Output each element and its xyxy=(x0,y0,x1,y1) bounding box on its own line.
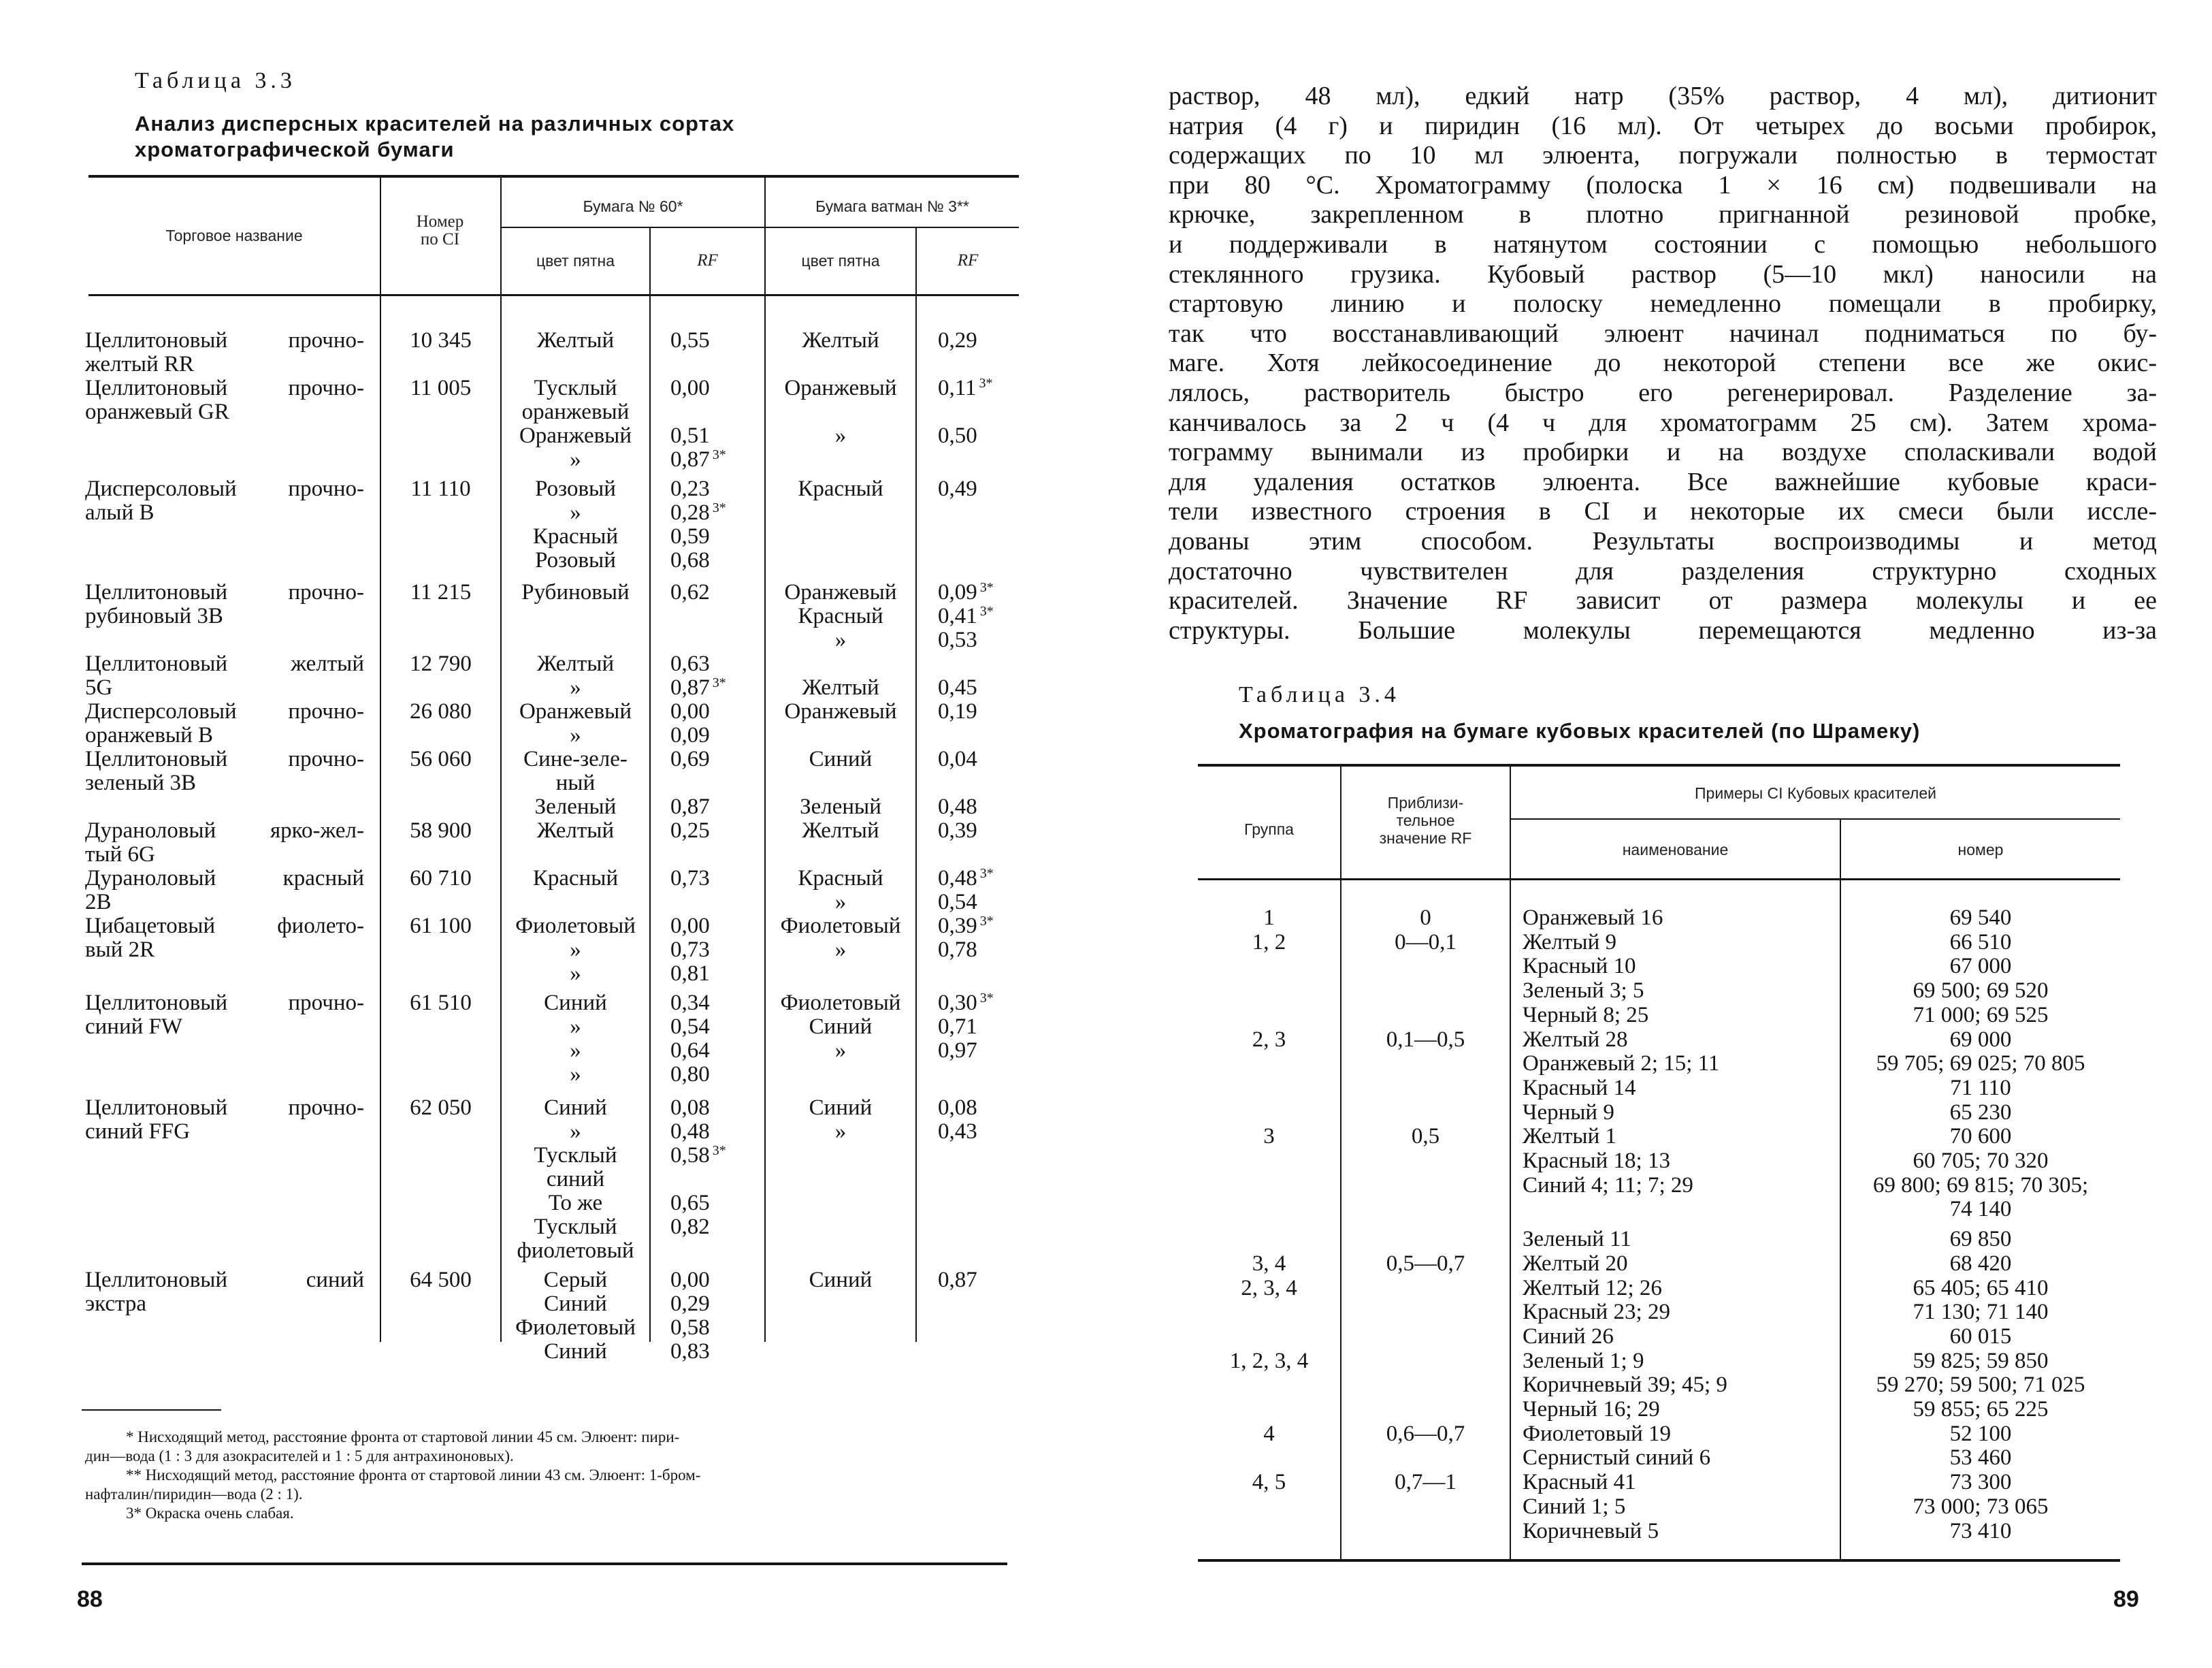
footnote-marker: 3* xyxy=(712,500,726,515)
dye-name: Зеленый 3; 5 xyxy=(1523,978,1644,1004)
trade-name-line-2: зеленый 3B xyxy=(85,771,197,795)
rf-whatman: 0,43 xyxy=(938,1119,977,1144)
table-top-rule xyxy=(88,175,1019,178)
group: 4 xyxy=(1263,1421,1275,1446)
trade-name-line-2: желтый RR xyxy=(85,352,195,376)
spot-color-whatman: Оранжевый xyxy=(784,376,897,400)
spot-color-paper-60: Желтый xyxy=(536,652,615,676)
header-rf-2: RF xyxy=(957,251,979,270)
rf-paper-60: 0,54 xyxy=(670,1014,710,1039)
spot-color-paper-60: Оранжевый xyxy=(519,699,632,724)
spot-color-whatman: Желтый xyxy=(802,328,879,353)
spot-color-whatman: Оранжевый xyxy=(784,580,897,605)
rf-whatman-value: 0,30 xyxy=(938,991,977,1015)
footnote-marker: 3* xyxy=(979,914,994,929)
header-dye-name: наименование xyxy=(1622,841,1729,859)
spot-color-paper-60: оранжевый xyxy=(521,400,630,424)
spot-color-paper-60: » xyxy=(570,1062,581,1087)
spot-color-whatman: Желтый xyxy=(802,818,879,843)
spot-color-paper-60: Оранжевый xyxy=(519,423,632,448)
rf-paper-60: 0,00 xyxy=(670,1268,710,1292)
footnote-marker: 3* xyxy=(979,604,994,619)
trade-name-line-1: Целлитоновый синий xyxy=(85,1268,364,1292)
spot-color-whatman: » xyxy=(834,937,847,962)
rf-whatman: 0,71 xyxy=(938,1014,977,1039)
ci-number: 12 790 xyxy=(410,652,472,676)
dye-number: 60 015 xyxy=(1949,1324,2012,1349)
group: 2, 3, 4 xyxy=(1241,1275,1297,1300)
spot-color-paper-60: Тусклый xyxy=(534,1143,617,1168)
approx-rf: 0,7—1 xyxy=(1395,1470,1457,1495)
dye-name: Красный 23; 29 xyxy=(1523,1300,1670,1325)
approx-rf: 0—0,1 xyxy=(1395,929,1457,955)
trade-name-line-2: синий FW xyxy=(85,1014,183,1039)
group: 3, 4 xyxy=(1252,1251,1286,1276)
rf-paper-60: 0,51 xyxy=(670,423,710,448)
rf-whatman: 0,39 xyxy=(938,818,977,843)
spot-color-paper-60: » xyxy=(570,447,581,472)
spot-color-whatman: » xyxy=(834,628,847,652)
spot-color-paper-60: Желтый xyxy=(536,818,615,843)
group: 1, 2 xyxy=(1252,929,1286,955)
spot-color-paper-60: » xyxy=(570,500,581,525)
spot-color-paper-60: Красный xyxy=(532,524,619,549)
dye-number: 73 300 xyxy=(1949,1470,2012,1495)
rf-whatman: 0,45 xyxy=(938,675,977,700)
dye-number: 70 600 xyxy=(1949,1124,2012,1149)
spot-color-whatman: Фиолетовый xyxy=(780,991,901,1015)
dye-number: 52 100 xyxy=(1949,1421,2012,1446)
trade-name-line-2: оранжевый GR xyxy=(85,400,229,424)
rf-whatman: 0,87 xyxy=(938,1268,977,1292)
rf-whatman xyxy=(938,376,993,403)
spot-color-paper-60: Серый xyxy=(543,1268,608,1292)
rf-paper-60: 0,00 xyxy=(670,914,710,938)
rf-paper-60: 0,73 xyxy=(670,937,710,962)
header-group: Группа xyxy=(1244,820,1294,838)
footnote-marker: 3* xyxy=(712,447,726,462)
trade-name-line-2: синий FFG xyxy=(85,1119,191,1144)
table-3-3-caption: Таблица 3.3 xyxy=(135,68,296,93)
ci-number: 11 110 xyxy=(410,477,471,501)
rf-paper-60: 0,58 xyxy=(670,1315,710,1340)
dye-number: 60 705; 70 320 xyxy=(1913,1149,2049,1173)
dye-number: 69 000 xyxy=(1949,1027,2012,1052)
dye-name: Черный 16; 29 xyxy=(1523,1397,1660,1422)
dye-name: Сернистый синий 6 xyxy=(1523,1445,1711,1471)
rf-whatman-value: 0,11 xyxy=(938,376,977,400)
spot-color-paper-60: Синий xyxy=(544,991,607,1015)
dye-number: 69 850 xyxy=(1949,1227,2012,1252)
approx-rf: 0 xyxy=(1420,905,1431,930)
header-spot-color-2: цвет пятна xyxy=(801,252,880,270)
spot-color-whatman: Зеленый xyxy=(800,795,881,819)
spot-color-paper-60: Сине-зеле- xyxy=(523,747,628,771)
ci-number: 61 510 xyxy=(410,991,472,1015)
group: 1, 2, 3, 4 xyxy=(1229,1348,1309,1373)
rf-whatman-value: 0,48 xyxy=(938,866,977,891)
rf-paper-60: 0,09 xyxy=(670,723,710,748)
rf-whatman: 0,50 xyxy=(938,423,977,448)
spot-color-paper-60: Желтый xyxy=(536,328,615,353)
header-trade-name: Торговое название xyxy=(165,227,303,244)
rf-paper-60: 0,64 xyxy=(670,1038,710,1063)
rf-paper-60: 0,63 xyxy=(670,652,710,676)
rf-paper-60: 0,83 xyxy=(670,1339,710,1364)
spot-color-whatman: Желтый xyxy=(802,675,879,700)
trade-name-line-1: Дураноловый ярко-жел- xyxy=(85,818,364,843)
paragraph-line: содержащих по 10 мл элюента, погружали полностью в термостат xyxy=(1169,141,2157,170)
spot-color-paper-60: синий xyxy=(546,1167,605,1191)
paragraph-line: дованы этим способом. Результаты воспроизводимы и метод xyxy=(1169,526,2157,556)
spot-color-paper-60: » xyxy=(570,1119,581,1144)
trade-name-line-1: Целлитоновый прочно- xyxy=(85,328,364,353)
rf-whatman: 0,97 xyxy=(938,1038,977,1063)
spot-color-whatman: » xyxy=(834,890,847,914)
spot-color-paper-60: » xyxy=(570,675,581,700)
rf-paper-60: 0,73 xyxy=(670,866,710,891)
dye-name: Желтый 9 xyxy=(1523,929,1617,955)
rf-paper-60: 0,34 xyxy=(670,991,710,1015)
footnote-marker: 3* xyxy=(979,866,994,881)
spot-color-paper-60: » xyxy=(570,961,581,986)
dye-name: Черный 8; 25 xyxy=(1523,1002,1649,1027)
table-3-4-caption: Таблица 3.4 xyxy=(1239,682,1400,707)
rf-paper-60: 0,82 xyxy=(670,1215,710,1239)
spot-color-whatman: » xyxy=(834,1038,847,1063)
rf-paper-60-value: 0,87 xyxy=(670,447,710,472)
dye-name: Синий 1; 5 xyxy=(1523,1494,1626,1519)
spot-color-whatman: Красный xyxy=(798,477,883,501)
footnote-marker: 3* xyxy=(979,580,994,595)
spot-color-whatman: Оранжевый xyxy=(784,699,897,724)
rf-paper-60: 0,29 xyxy=(670,1292,710,1316)
group: 3 xyxy=(1263,1124,1275,1149)
dye-name: Красный 41 xyxy=(1523,1470,1636,1495)
dye-number: 71 000; 69 525 xyxy=(1913,1002,2049,1027)
dye-name: Фиолетовый 19 xyxy=(1523,1421,1672,1446)
footnotes: * Нисходящий метод, расстояние фронта от стартовой линии 45 см. Элюент: пири- дин—вода (1 : 3 для азокрасителей и 1 : 5 для антрахиноновых). ** Нисходящий метод, расстояние фронта от стартовой линии 43 см. Элюент: 1-бром- нафталин/пиридин—вода (2 : 1). 3* Окраска очень слабая. xyxy=(85,1428,701,1522)
rf-paper-60: 0,55 xyxy=(670,328,710,353)
dye-number: 69 500; 69 520 xyxy=(1913,978,2049,1004)
rf-paper-60: 0,87 xyxy=(670,795,710,819)
dye-number: 69 540 xyxy=(1949,905,2012,930)
spot-color-paper-60: Фиолетовый xyxy=(515,914,636,938)
trade-name-line-2: рубиновый 3B xyxy=(85,604,223,628)
rf-whatman: 0,54 xyxy=(938,890,977,914)
dye-number: 68 420 xyxy=(1949,1251,2012,1276)
dye-name: Синий 4; 11; 7; 29 xyxy=(1523,1172,1693,1198)
header-sub-rule xyxy=(500,227,1019,228)
dye-name: Синий 26 xyxy=(1523,1324,1614,1349)
rf-whatman-value: 0,41 xyxy=(938,604,977,628)
table-header-rule xyxy=(88,294,1019,296)
spot-color-paper-60: » xyxy=(570,937,581,962)
dye-number: 59 270; 59 500; 71 025 xyxy=(1876,1373,2085,1398)
header-rf-1: RF xyxy=(697,251,718,270)
right-page xyxy=(1106,0,2212,1668)
dye-number: 59 825; 59 850 xyxy=(1913,1348,2049,1373)
rf-paper-60: 0,25 xyxy=(670,818,710,843)
approx-rf: 0,6—0,7 xyxy=(1386,1421,1465,1446)
rf-whatman: 0,19 xyxy=(938,699,977,724)
trade-name-line-2: вый 2R xyxy=(85,937,155,962)
page-bottom-rule xyxy=(82,1562,1007,1565)
approx-rf: 0,5 xyxy=(1411,1124,1440,1149)
dye-name: Желтый 20 xyxy=(1523,1251,1628,1276)
spot-color-paper-60: » xyxy=(570,1014,581,1039)
ci-number: 60 710 xyxy=(410,866,472,891)
trade-name-line-2: 2B xyxy=(85,890,112,914)
spot-color-whatman: Красный xyxy=(798,604,883,628)
header-ci-number: Номер по CI xyxy=(416,212,464,248)
footnote-marker: 3* xyxy=(712,1143,726,1158)
spot-color-whatman: Красный xyxy=(798,866,883,891)
spot-color-paper-60: » xyxy=(570,723,581,748)
approx-rf: 0,5—0,7 xyxy=(1386,1251,1465,1276)
rf-whatman: 0,78 xyxy=(938,937,977,962)
page-number-88: 88 xyxy=(77,1586,103,1612)
paragraph-line: маге. Хотя лейкосоединение до некоторой степени все же окис- xyxy=(1169,349,2157,378)
table-bottom-rule xyxy=(1198,1559,2120,1562)
spot-color-whatman: Фиолетовый xyxy=(780,914,901,938)
ci-number: 64 500 xyxy=(410,1268,472,1292)
header-approx-rf: Приблизи- тельное значение RF xyxy=(1379,794,1472,847)
paragraph-line: так что восстанавливающий элюент начинал подниматься по бу- xyxy=(1169,319,2157,348)
trade-name-line-2: 5G xyxy=(85,675,113,700)
trade-name-line-1: Цибацетовый фиолето- xyxy=(85,914,364,938)
dye-number: 65 230 xyxy=(1949,1100,2012,1125)
paragraph-line: тели известного строения в CI и некоторые их смеси были иссле- xyxy=(1169,497,2157,526)
ci-number: 10 345 xyxy=(410,328,472,353)
paragraph-line: и поддерживали в натянутом состоянии с помощью небольшого xyxy=(1169,229,2157,259)
dye-name: Оранжевый 2; 15; 11 xyxy=(1523,1051,1720,1076)
dye-number: 71 130; 71 140 xyxy=(1913,1300,2049,1325)
body-paragraph xyxy=(1169,82,2157,645)
rf-whatman: 0,29 xyxy=(938,328,977,353)
header-dye-number: номер xyxy=(1957,841,2004,859)
spot-color-paper-60: Розовый xyxy=(535,548,616,573)
paragraph-line: стеклянного грузика. Кубовый раствор (5—10 мкл) наносили на xyxy=(1169,259,2157,289)
dye-number: 73 000; 73 065 xyxy=(1913,1494,2049,1519)
paragraph-line: канчивалось за 2 ч (4 ч для хроматограмм 25 см). Затем хрома- xyxy=(1169,408,2157,437)
rf-whatman-value: 0,09 xyxy=(938,580,977,605)
spot-color-paper-60: Зеленый xyxy=(534,795,617,819)
ci-number: 58 900 xyxy=(410,818,472,843)
rf-paper-60: 0,00 xyxy=(670,376,710,400)
rf-paper-60 xyxy=(670,448,726,475)
rf-paper-60: 0,80 xyxy=(670,1062,710,1087)
ci-number: 61 100 xyxy=(410,914,472,938)
rf-paper-60: 0,08 xyxy=(670,1095,710,1120)
rf-paper-60-value: 0,58 xyxy=(670,1143,710,1168)
paragraph-line: крючке, закрепленном в плотно пригнанной резиновой пробке, xyxy=(1169,200,2157,229)
footnote-marker: 3* xyxy=(712,675,726,690)
spot-color-paper-60: Синий xyxy=(544,1339,607,1364)
ci-number: 11 005 xyxy=(410,376,472,400)
dye-name: Желтый 1 xyxy=(1523,1124,1617,1149)
spot-color-paper-60: Синий xyxy=(544,1292,607,1316)
trade-name-line-1: Дураноловый красный xyxy=(85,866,364,891)
paragraph-line: достаточно чувствителен для разделения структурно сходных xyxy=(1169,556,2157,586)
dye-number: 53 460 xyxy=(1949,1445,2012,1471)
paragraph-line: при 80 °С. Хроматограмму (полоска 1 × 16 см) подвешивали на xyxy=(1169,170,2157,199)
spot-color-whatman: Синий xyxy=(809,1268,873,1292)
dye-number: 65 405; 65 410 xyxy=(1913,1275,2049,1300)
trade-name-line-1: Целлитоновый прочно- xyxy=(85,747,364,771)
table-3-3-title: Анализ дисперсных красителей на различных сортах хроматографической бумаги xyxy=(135,112,735,161)
rf-paper-60: 0,59 xyxy=(670,524,710,549)
spot-color-whatman: Синий xyxy=(809,747,873,771)
dye-name: Оранжевый 16 xyxy=(1523,905,1663,930)
trade-name-line-1: Целлитоновый прочно- xyxy=(85,580,364,605)
ci-number: 11 215 xyxy=(410,580,472,605)
trade-name-line-2: экстра xyxy=(85,1292,146,1316)
dye-name: Зеленый 1; 9 xyxy=(1523,1348,1644,1373)
paragraph-line: тограмму вынимали из пробирки и на воздухе споласкивали водой xyxy=(1169,438,2157,467)
page-number-89: 89 xyxy=(2113,1586,2139,1612)
ci-number: 56 060 xyxy=(410,747,472,771)
rf-paper-60: 0,68 xyxy=(670,548,710,573)
trade-name-line-1: Целлитоновый прочно- xyxy=(85,1095,364,1120)
col-divider-2 xyxy=(1510,767,1511,1559)
approx-rf: 0,1—0,5 xyxy=(1386,1027,1465,1052)
rf-whatman: 0,08 xyxy=(938,1095,977,1120)
spot-color-paper-60: То же xyxy=(548,1191,603,1215)
rf-whatman-value: 0,39 xyxy=(938,914,977,938)
spot-color-whatman: » xyxy=(834,1119,847,1144)
spot-color-whatman: Синий xyxy=(809,1014,873,1039)
spot-color-paper-60: Синий xyxy=(544,1095,607,1120)
dye-name: Желтый 12; 26 xyxy=(1523,1275,1662,1300)
paragraph-line: структуры. Большие молекулы перемещаются медленно из-за xyxy=(1169,615,2157,645)
dye-number: 73 410 xyxy=(1949,1518,2012,1543)
rf-whatman: 0,48 xyxy=(938,795,977,819)
spot-color-whatman: Синий xyxy=(809,1095,873,1120)
rf-paper-60: 0,65 xyxy=(670,1191,710,1215)
rf-paper-60 xyxy=(670,1144,726,1170)
dye-name: Желтый 28 xyxy=(1523,1027,1628,1052)
trade-name-line-1: Дисперсоловый прочно- xyxy=(85,477,364,501)
trade-name-line-2: оранжевый B xyxy=(85,723,213,748)
group: 1 xyxy=(1263,905,1275,930)
rf-paper-60: 0,48 xyxy=(670,1119,710,1144)
dye-name: Коричневый 5 xyxy=(1523,1518,1659,1543)
dye-number: 59 855; 65 225 xyxy=(1913,1397,2049,1422)
header-spot-color-1: цвет пятна xyxy=(536,252,615,270)
trade-name-line-1: Целлитоновый прочно- xyxy=(85,991,364,1015)
dye-name: Зеленый 11 xyxy=(1523,1227,1631,1252)
rf-paper-60: 0,23 xyxy=(670,477,710,501)
dye-number: 71 110 xyxy=(1950,1075,2011,1100)
rf-paper-60: 0,69 xyxy=(670,747,710,771)
group: 2, 3 xyxy=(1252,1027,1286,1052)
header-paper-whatman: Бумага ватман № 3** xyxy=(815,197,969,215)
rf-paper-60: 0,81 xyxy=(670,961,710,986)
dye-number: 66 510 xyxy=(1949,929,2012,955)
footnote-marker: 3* xyxy=(979,991,994,1006)
spot-color-paper-60: Тусклый xyxy=(534,376,617,400)
header-examples: Примеры CI Кубовых красителей xyxy=(1695,784,1936,802)
rf-paper-60: 0,00 xyxy=(670,699,710,724)
dye-name: Красный 10 xyxy=(1523,954,1636,979)
spot-color-paper-60: ный xyxy=(555,771,596,795)
dye-number: 74 140 xyxy=(1949,1197,2012,1222)
rf-paper-60-value: 0,87 xyxy=(670,675,710,700)
trade-name-line-2: алый B xyxy=(85,500,154,525)
rf-whatman: 0,04 xyxy=(938,747,977,771)
header-paper-60: Бумага № 60* xyxy=(583,197,683,215)
footnote-marker: 3* xyxy=(979,376,993,391)
paragraph-line: стартовую линию и полоску немедленно помещали в пробирку, xyxy=(1169,289,2157,319)
spot-color-paper-60: » xyxy=(570,1038,581,1063)
paragraph-line: раствор, 48 мл), едкий натр (35% раствор, 4 мл), дитионит xyxy=(1169,82,2157,110)
dye-number: 59 705; 69 025; 70 805 xyxy=(1876,1051,2085,1076)
spot-color-paper-60: фиолетовый xyxy=(517,1238,634,1263)
spot-color-paper-60: Фиолетовый xyxy=(515,1315,636,1340)
trade-name-line-1: Целлитоновый желтый xyxy=(85,652,364,676)
rf-whatman: 0,49 xyxy=(938,477,977,501)
rf-whatman: 0,53 xyxy=(938,628,977,652)
trade-name-line-1: Целлитоновый прочно- xyxy=(85,376,364,400)
table-header-rule xyxy=(1198,878,2120,880)
paragraph-line: натрия (4 г) и пиридин (16 мл). От четырех до восьми пробирок, xyxy=(1169,111,2157,140)
spot-color-paper-60: Красный xyxy=(532,866,619,891)
rf-paper-60-value: 0,28 xyxy=(670,500,710,525)
rf-paper-60: 0,62 xyxy=(670,580,710,605)
spot-color-paper-60: Тусклый xyxy=(534,1215,617,1239)
spot-color-paper-60: Рубиновый xyxy=(521,580,630,605)
col-divider-3 xyxy=(649,228,651,1342)
paragraph-line: лялось, растворитель быстро его регенерировал. Разделение за- xyxy=(1169,378,2157,407)
spot-color-whatman: » xyxy=(834,423,847,448)
table-3-4-title: Хроматография на бумаге кубовых красителей (по Шрамеку) xyxy=(1239,719,1921,743)
table-top-rule xyxy=(1198,764,2120,767)
trade-name-line-2: тый 6G xyxy=(85,842,155,867)
ci-number: 26 080 xyxy=(410,699,472,724)
dye-number: 69 800; 69 815; 70 305; xyxy=(1872,1172,2089,1198)
dye-name: Красный 18; 13 xyxy=(1523,1149,1670,1173)
paragraph-line: красителей. Значение RF зависит от размера молекулы и ее xyxy=(1169,586,2157,615)
footnote-rule xyxy=(82,1409,221,1411)
dye-number: 67 000 xyxy=(1949,954,2012,979)
dye-name: Красный 14 xyxy=(1523,1075,1636,1100)
header-sub-rule xyxy=(1510,818,2120,820)
spot-color-paper-60: Розовый xyxy=(535,477,616,501)
col-divider-5 xyxy=(915,228,917,1342)
ci-number: 62 050 xyxy=(410,1095,472,1120)
dye-name: Черный 9 xyxy=(1523,1100,1614,1125)
trade-name-line-1: Дисперсоловый прочно- xyxy=(85,699,364,724)
group: 4, 5 xyxy=(1252,1470,1286,1495)
paragraph-line: для удаления остатков элюента. Все важнейшие кубовые краси- xyxy=(1169,467,2157,496)
dye-name: Коричневый 39; 45; 9 xyxy=(1523,1373,1727,1398)
